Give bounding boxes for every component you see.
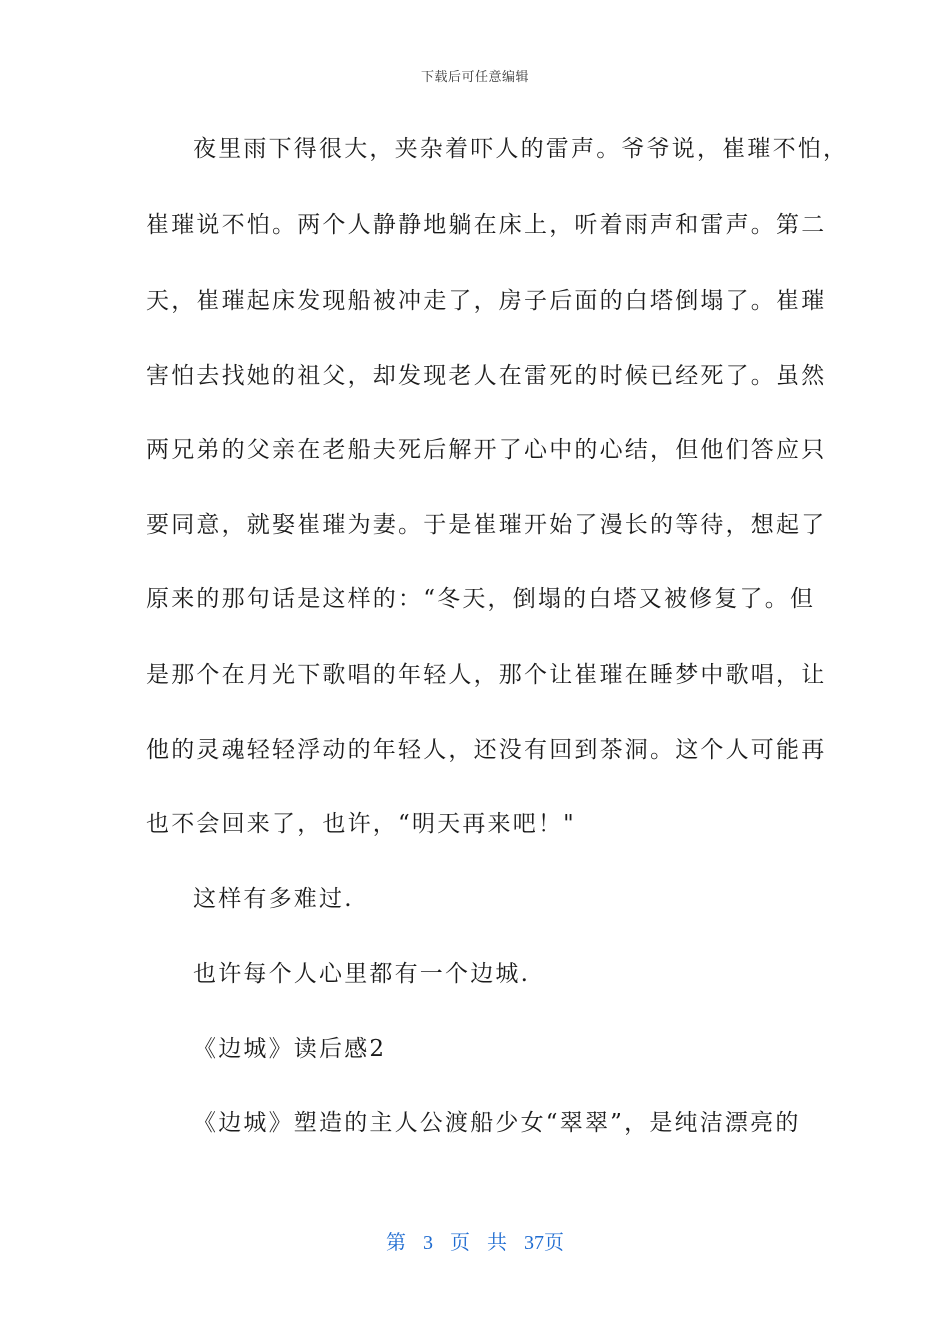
paragraph-line: 害怕去找她的祖父，却发现老人在雷死的时候已经死了。虽然 [146, 363, 827, 389]
paragraph-line: 两兄弟的父亲在老船夫死后解开了心中的心结，但他们答应只 [146, 437, 827, 463]
paragraph-line: 天，崔璀起床发现船被冲走了，房子后面的白塔倒塌了。崔璀 [146, 288, 827, 314]
paragraph-line: 要同意，就娶崔璀为妻。于是崔璀开始了漫长的等待，想起了 [146, 512, 827, 538]
paragraph-line: 他的灵魂轻轻浮动的年轻人，还没有回到茶洞。这个人可能再 [146, 737, 827, 763]
paragraph-line: 也许每个人心里都有一个边城. [193, 961, 531, 987]
paragraph-line: 夜里雨下得很大，夹杂着吓人的雷声。爷爷说，崔璀不怕， [193, 136, 849, 162]
paragraph-line: 崔璀说不怕。两个人静静地躺在床上，听着雨声和雷声。第二 [146, 212, 827, 238]
footer-current-page: 3 [423, 1232, 433, 1254]
page-number-footer [0, 1226, 950, 1255]
footer-page-unit: 页 [450, 1232, 470, 1254]
paragraph-line: 原来的那句话是这样的：“冬天，倒塌的白塔又被修复了。但 [146, 586, 816, 612]
page-header: 下载后可任意编辑 [420, 70, 529, 85]
section-heading: 《边城》读后感2 [193, 1036, 387, 1062]
footer-page-label: 第 [386, 1232, 406, 1254]
footer-total-label: 共 [487, 1232, 507, 1254]
paragraph-line: 这样有多难过. [193, 886, 354, 912]
paragraph-line: 也不会回来了，也许，“明天再来吧！" [146, 811, 576, 837]
footer-total-pages: 37页 [524, 1232, 564, 1254]
paragraph-line: 《边城》塑造的主人公渡船少女“翠翠”，是纯洁漂亮的 [193, 1110, 801, 1136]
paragraph-line: 是那个在月光下歌唱的年轻人，那个让崔璀在睡梦中歌唱，让 [146, 662, 827, 688]
